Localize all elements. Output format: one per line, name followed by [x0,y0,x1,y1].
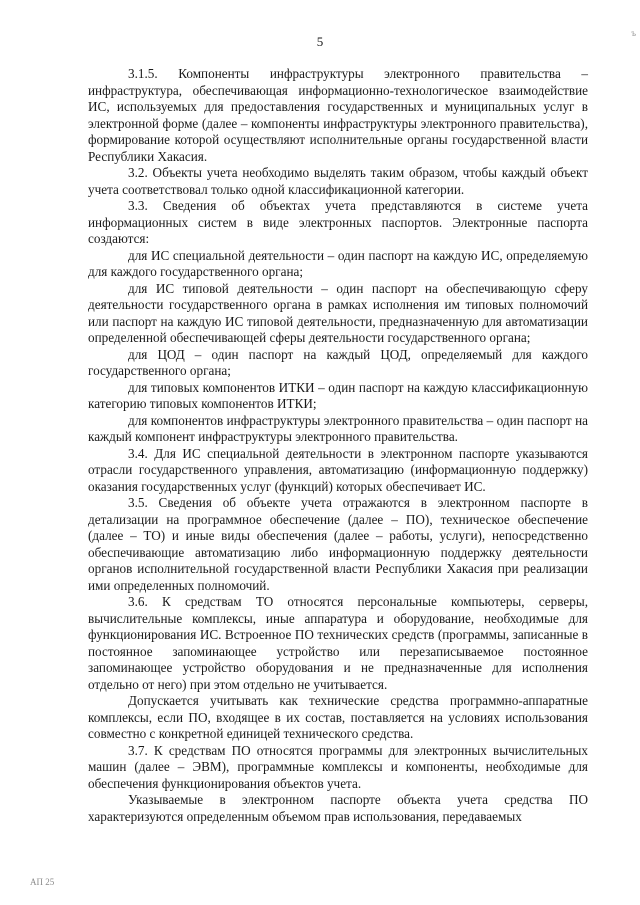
list-item-e-government: для компонентов инфраструктуры электронного правительства – один паспорт на каждый компонент инфраструктуры электронного правительства. [88,412,588,444]
margin-mark: ъ [631,28,636,38]
list-item-is-typical: для ИС типовой деятельности – один паспорт на обеспечивающую сферу деятельности государственного органа в рамках исполнения им типовых полномочий или паспорт на каждую ИС типовой деятельности, предназначенную для автоматизации определенной обеспечивающей сферы деятельности государственного органа; [88,280,588,345]
paragraph-3-3: 3.3. Сведения об объектах учета представляются в системе учета информационных систем в виде электронных паспортов. Электронные паспорта создаются: [88,198,588,246]
document-body [88,66,588,825]
paragraph-3-4: 3.4. Для ИС специальной деятельности в электронном паспорте указываются отрасли государственного управления, автоматизацию (информационную поддержку) оказания государственных услуг (функций) которых обеспечивает ИС. [88,445,588,494]
list-item-itki: для типовых компонентов ИТКИ – один паспорт на каждую классификационную категорию типовых компонентов ИТКИ; [88,379,588,411]
page-number: 5 [316,34,324,49]
paragraph-3-5: 3.5. Сведения об объекте учета отражаются в электронном паспорте в детализации на программное обеспечение (далее – ПО), техническое обеспечение (далее – ТО) и иные виды обеспечения (далее – работы, услуги), непосредственно обеспечивающие автоматизацию либо информационную поддержку деятельности органов исполнительной государственной власти Республики Хакасия при реализации ими определенных полномочий. [88,495,588,593]
paragraph-3-7-continued: Указываемые в электронном паспорте объекта учета средства ПО характеризуются определенным объемом прав использования, передаваемых [88,792,588,824]
paragraph-3-6: 3.6. К средствам ТО относятся персональные компьютеры, серверы, вычислительные комплексы, иные аппаратура и оборудование, необходимые для функционирования ИС. Встроенное ПО технических средств (программы, записанные в постоянное запоминающее устройство или перезаписываемое постоянное запоминающее устройство оборудования и не предназначенные для исполнения отдельно от него) при этом отдельно не учитывается. [88,594,588,692]
paragraph-3-6-addendum: Допускается учитывать как технические средства программно-аппаратные комплексы, если ПО, входящее в их состав, поставляется на условиях использования совместно с конкретной единицей технического средства. [88,693,588,741]
footer-mark: АП 25 [30,877,55,887]
list-item-tsod: для ЦОД – один паспорт на каждый ЦОД, определяемый для каждого государственного органа; [88,346,588,378]
paragraph-3-7: 3.7. К средствам ПО относятся программы для электронных вычислительных машин (далее – ЭВМ), программные комплексы и компоненты, необходимые для обеспечения функционирования объектов учета. [88,742,588,791]
list-item-is-special: для ИС специальной деятельности – один паспорт на каждую ИС, определяемую для каждого государственного органа; [88,247,588,279]
paragraph-3-1-5: 3.1.5. Компоненты инфраструктуры электронного правительства – инфраструктура, обеспечивающая информационно-технологическое взаимодействие ИС, используемых для предоставления государственных и муниципальных услуг в электронной форме (далее – компоненты инфраструктуры электронного правительства), формирование которой осуществляют исполнительные органы государственной власти Республики Хакасия. [88,66,588,164]
paragraph-3-2: 3.2. Объекты учета необходимо выделять таким образом, чтобы каждый объект учета соответствовал только одной классификационной категории. [88,165,588,197]
